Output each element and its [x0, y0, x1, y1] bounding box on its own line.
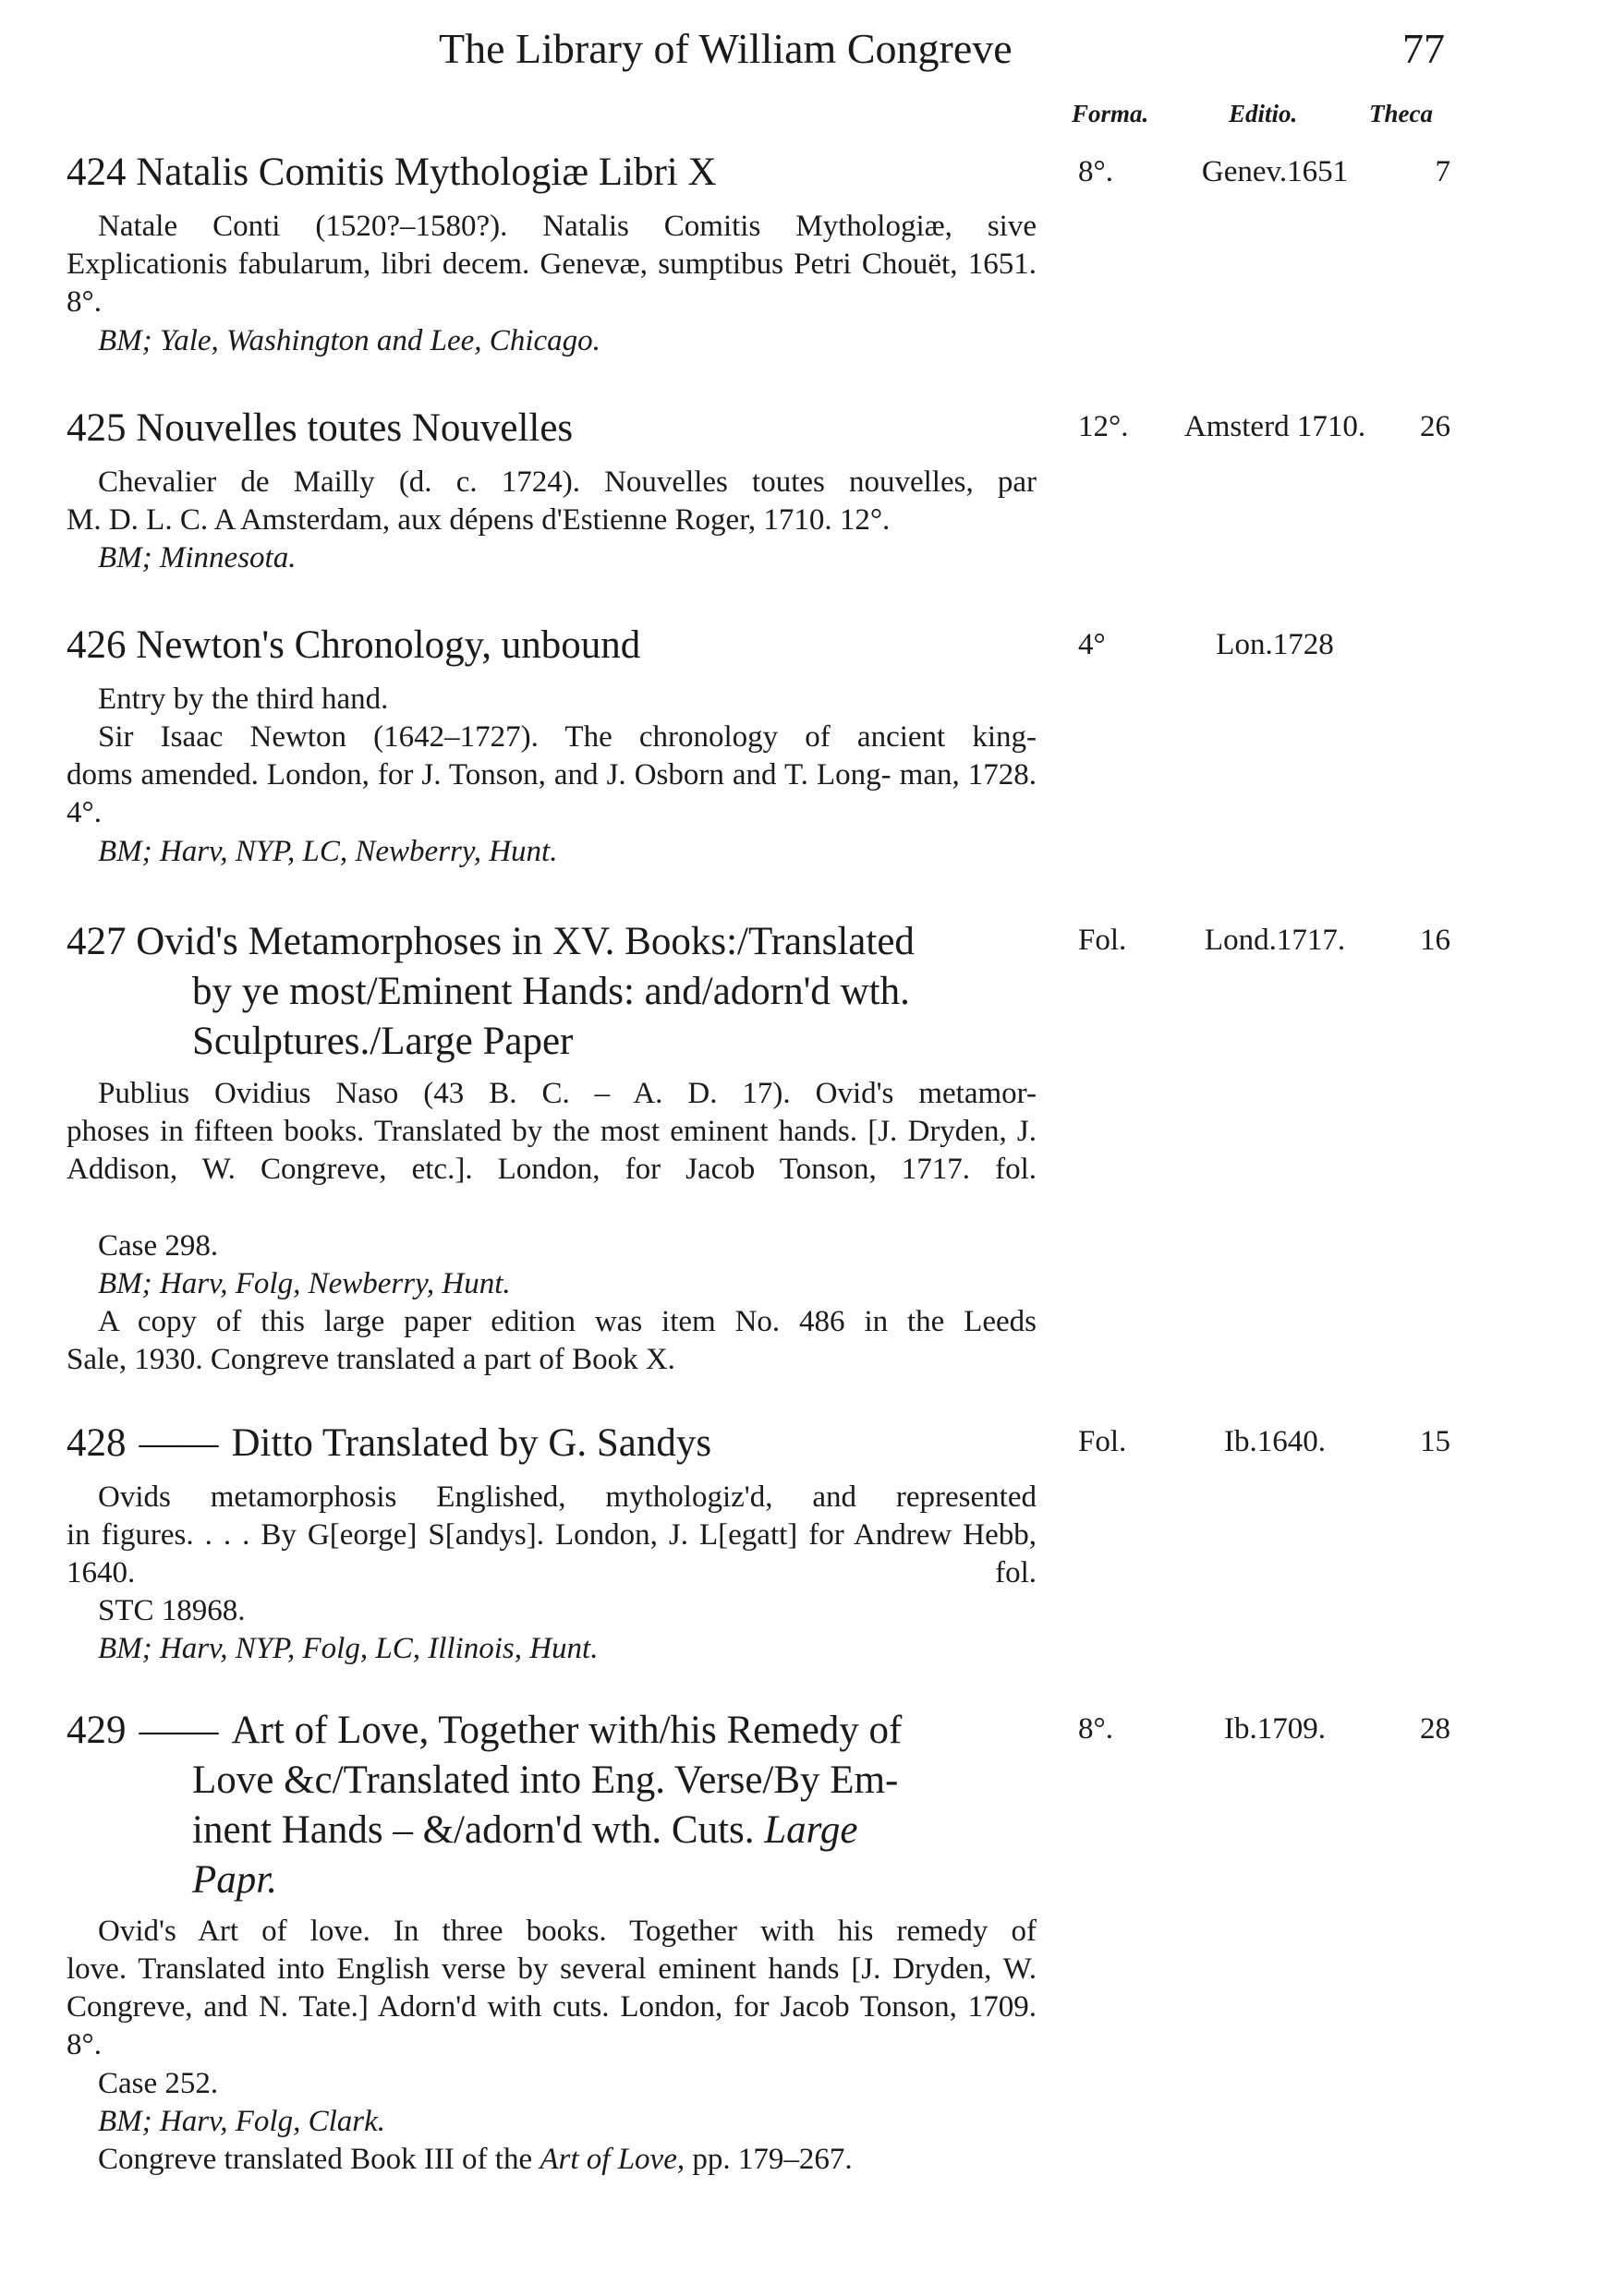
- entry-429-description-first: Ovid's Art of love. In three books. Together with his remedy of: [98, 1915, 1037, 1948]
- entry-title-line: Natalis Comitis Mythologiæ Libri X: [136, 151, 717, 194]
- ditto-dash: ——: [139, 1709, 219, 1752]
- entry-428-locations: BM; Harv, NYP, Folg, LC, Illinois, Hunt.: [98, 1632, 599, 1665]
- entry-title-line: Ditto Translated by G. Sandys: [231, 1421, 712, 1465]
- entry-429-comment: [98, 2141, 1037, 2179]
- entry-428-description-rest: in figures. . . . By G[eorge] S[andys]. London, J. L[egatt] for Andrew Hebb, 1640. fol.: [67, 1518, 1037, 1589]
- entry-425-title: [67, 404, 573, 453]
- entry-424-forma: 8°.: [1078, 155, 1113, 188]
- entry-title-line: Art of Love, Together with/his Remedy of: [231, 1709, 903, 1752]
- entry-title-line: Newton's Chronology, unbound: [136, 623, 641, 667]
- entry-number: 428: [67, 1421, 127, 1465]
- entry-427-forma: Fol.: [1078, 924, 1127, 957]
- entry-429-title-line-2: Love &c/Translated into Eng. Verse/By Em-: [192, 1758, 899, 1802]
- entry-428-stc: STC 18968.: [98, 1594, 246, 1627]
- entry-427-title-line-2: by ye most/Eminent Hands: and/adorn'd wth.: [192, 970, 910, 1013]
- entry-426-editio: Lon.1728: [1216, 628, 1334, 661]
- entry-424-theca: 7: [1435, 155, 1450, 188]
- entry-424-locations: BM; Yale, Washington and Lee, Chicago.: [98, 324, 600, 357]
- comment-italic-title: Art of Love,: [540, 2143, 685, 2176]
- entry-title-line: Nouvelles toutes Nouvelles: [136, 406, 574, 450]
- entry-number: 424: [67, 151, 127, 194]
- entry-426-description-rest: doms amended. London, for J. Tonson, and J. Osborn and T. Long- man, 1728. 4°.: [67, 758, 1037, 829]
- entry-426-title: [67, 621, 640, 671]
- entry-429-title-line-4: Papr.: [192, 1858, 277, 1902]
- entry-number: 425: [67, 406, 127, 450]
- page-number: 77: [1402, 25, 1445, 72]
- entry-429-description-rest: love. Translated into English verse by several eminent hands [J. Dryden, W. Congreve, and N. Tate.] Adorn'd with cuts. London, for Jacob Tonson, 1709. 8°.: [67, 1952, 1037, 2061]
- entry-number: 426: [67, 623, 127, 667]
- entry-428-theca: 15: [1420, 1425, 1450, 1458]
- entry-number: 427: [67, 920, 127, 963]
- comment-text: pp. 179–267.: [692, 2143, 853, 2176]
- entry-title-line: inent Hands – &/adorn'd wth. Cuts.: [192, 1808, 755, 1852]
- entry-428-description-first: Ovids metamorphosis Englished, mythologiz'd, and represented: [98, 1480, 1037, 1514]
- entry-427-title-line-3: Sculptures./Large Paper: [192, 1020, 574, 1063]
- entry-429-case: Case 252.: [98, 2067, 219, 2100]
- entry-427-comment-rest: Sale, 1930. Congreve translated a part of Book X.: [67, 1343, 675, 1376]
- entry-428-editio: Ib.1640.: [1224, 1425, 1326, 1458]
- running-title: The Library of William Congreve: [439, 25, 1013, 72]
- entry-429-editio: Ib.1709.: [1224, 1712, 1326, 1746]
- entry-427-theca: 16: [1420, 924, 1450, 957]
- entry-429-forma: 8°.: [1078, 1712, 1113, 1746]
- entry-424-description-first: Natale Conti (1520?–1580?). Natalis Comitis Mythologiæ, sive: [98, 210, 1037, 243]
- entry-427-editio: Lond.1717.: [1204, 924, 1346, 957]
- entry-429-title: [67, 1706, 902, 1756]
- entry-424-description-rest: Explicationis fabularum, libri decem. Genevæ, sumptibus Petri Chouët, 1651. 8°.: [67, 248, 1037, 319]
- entry-424-editio: Genev.1651: [1201, 155, 1349, 188]
- ditto-dash: ——: [139, 1421, 219, 1465]
- entry-428-forma: Fol.: [1078, 1425, 1127, 1458]
- entry-425-editio: Amsterd 1710.: [1183, 410, 1366, 443]
- entry-427-locations: BM; Harv, Folg, Newberry, Hunt.: [98, 1267, 511, 1300]
- entry-424-title: [67, 148, 717, 198]
- entry-429-theca: 28: [1420, 1712, 1450, 1746]
- entry-429-locations: BM; Harv, Folg, Clark.: [98, 2105, 386, 2138]
- entry-426-forma: 4°: [1078, 628, 1106, 661]
- entry-427-description-rest: phoses in fifteen books. Translated by the most eminent hands. [J. Dryden, J. Addison, W. Congreve, etc.]. London, for Jacob Tonson, 1717. fol.: [67, 1115, 1037, 1186]
- entry-427-title: [67, 917, 915, 967]
- entry-426-locations: BM; Harv, NYP, LC, Newberry, Hunt.: [98, 835, 558, 868]
- entry-425-locations: BM; Minnesota.: [98, 541, 297, 574]
- entry-426-description-first: Sir Isaac Newton (1642–1727). The chronology of ancient king-: [98, 720, 1037, 754]
- entry-426-note: Entry by the third hand.: [98, 683, 389, 716]
- entry-425-forma: 12°.: [1078, 410, 1129, 443]
- entry-title-line: Ovid's Metamorphoses in XV. Books:/Translated: [136, 920, 915, 963]
- entry-427-description-first: Publius Ovidius Naso (43 B. C. – A. D. 17). Ovid's metamor-: [98, 1077, 1037, 1110]
- entry-425-description-first: Chevalier de Mailly (d. c. 1724). Nouvelles toutes nouvelles, par: [98, 465, 1037, 499]
- entry-number: 429: [67, 1709, 127, 1752]
- entry-429-title-line-3: [192, 1806, 857, 1855]
- entry-427-comment-first: A copy of this large paper edition was item No. 486 in the Leeds: [98, 1305, 1037, 1338]
- column-header-forma: Forma.: [1072, 100, 1149, 127]
- entry-title-italic: Large: [764, 1808, 858, 1852]
- column-header-editio: Editio.: [1229, 100, 1298, 127]
- entry-427-case: Case 298.: [98, 1229, 219, 1263]
- entry-425-theca: 26: [1420, 410, 1450, 443]
- comment-text: Congreve translated Book III of the: [98, 2143, 533, 2176]
- entry-428-title: [67, 1419, 711, 1468]
- entry-425-description-rest: M. D. L. C. A Amsterdam, aux dépens d'Estienne Roger, 1710. 12°.: [67, 503, 891, 537]
- column-header-theca: Theca: [1369, 100, 1433, 127]
